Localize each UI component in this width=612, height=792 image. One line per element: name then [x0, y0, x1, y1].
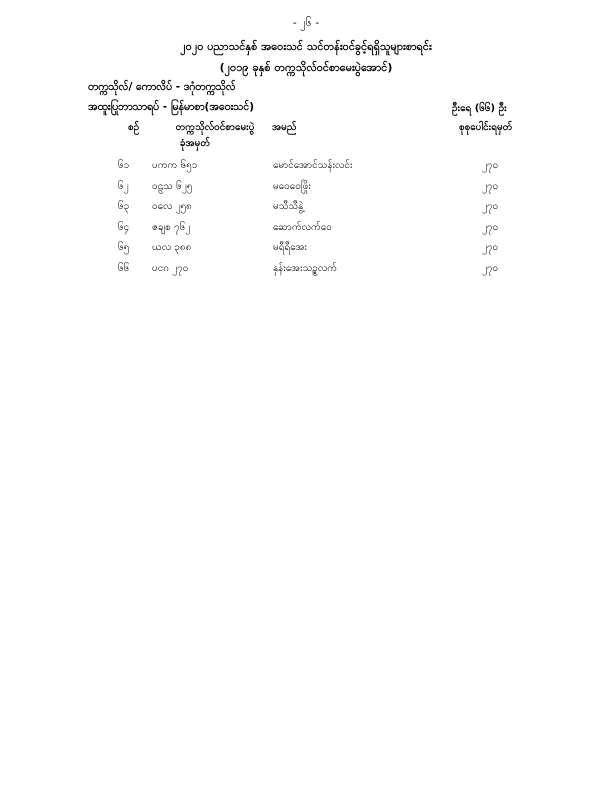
- row-roll: ယလ ၃၈၈: [152, 242, 192, 253]
- row-name: မောင်အောင်သန်းလင်း: [273, 160, 353, 171]
- table-row: [0, 220, 612, 241]
- row-roll: ဝဠသ ၆၂၅: [152, 180, 193, 192]
- row-marks: ၂၇၀: [482, 262, 499, 274]
- table-row: [0, 179, 612, 200]
- column-header-name: အမည်: [272, 122, 297, 133]
- page-number: - ၂၆ -: [292, 16, 320, 29]
- table-row: [0, 158, 612, 179]
- row-roll: ဇချစ ၇၆၂: [152, 221, 191, 233]
- table-row: [0, 240, 612, 261]
- row-roll: ဝလေ ၂၅၈: [152, 201, 192, 212]
- table-row: [0, 199, 612, 220]
- row-name: မဝေဝေဖြိုး: [273, 180, 311, 192]
- row-no: ၆၅: [118, 242, 130, 253]
- document-title: ၂၀၂၀ ပညာသင်နှစ် အဝေးသင် သင်တန်းဝင်ခွင့်ရရှိသူများစာရင်း: [180, 40, 432, 53]
- row-no: ၆၂: [118, 180, 129, 192]
- row-marks: ၂၇၀: [482, 221, 499, 233]
- row-no: ၆၁: [118, 160, 130, 171]
- row-marks: ၂၇၀: [482, 242, 499, 253]
- column-header-roll-line2: ခုံအမှတ်: [179, 138, 211, 149]
- total-count-label: ဦးရေ (၆၆) ဦး: [452, 103, 507, 114]
- column-header-marks: စုစုပေါင်းရမှတ်: [459, 122, 513, 133]
- subject-line: အထူးပြုဘာသာရပ် - မြန်မာစာ(အဝေးသင်): [88, 101, 255, 113]
- document-subtitle: (၂၀၁၉ ခုနှစ် တက္ကသိုလ်ဝင်စာမေးပွဲအောင်): [219, 61, 393, 74]
- row-name: မသီသီနွဲ့: [273, 201, 304, 212]
- row-name: ဆောက်လက်ဝေ: [273, 221, 332, 233]
- table-row: [0, 261, 612, 282]
- row-marks: ၂၇၀: [482, 201, 499, 212]
- row-roll: ပငဂ ၂၇၀: [152, 262, 189, 274]
- row-no: ၆၄: [118, 221, 130, 233]
- column-header-no: စဉ်: [128, 122, 140, 133]
- row-no: ၆၃: [118, 201, 130, 212]
- row-marks: ၂၇၀: [482, 160, 499, 171]
- row-name: နှန်းအေးသဉ္စလက်: [273, 262, 338, 274]
- results-table: [0, 158, 612, 281]
- university-line: တက္ကသိုလ်/ ကောလိပ် - ဒဂုံတက္ကသိုလ်: [88, 81, 236, 93]
- row-roll: ပကက ၆၅၁: [152, 160, 198, 171]
- row-marks: ၂၇၀: [482, 180, 499, 192]
- column-header-roll: တက္ကသိုလ်ဝင်စာမေးပွဲ: [175, 122, 255, 133]
- row-no: ၆၆: [118, 262, 130, 274]
- row-name: မရီရီအေး: [273, 242, 307, 253]
